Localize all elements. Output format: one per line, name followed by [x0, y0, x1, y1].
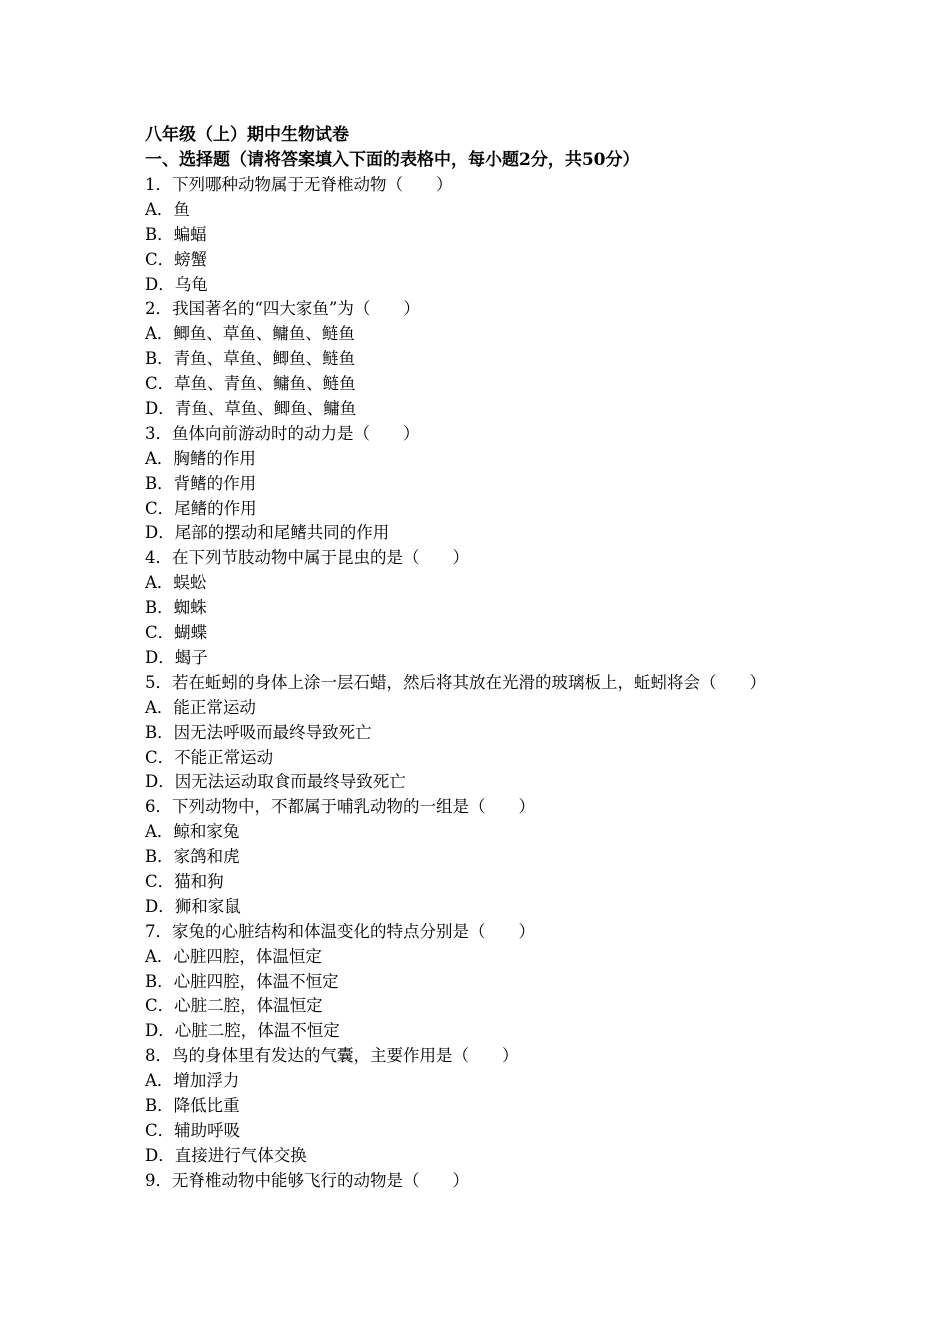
option-c: C．蝴蝶 [145, 623, 208, 643]
option-a: A．鲸和家兔 [145, 822, 240, 842]
option-d: D．蝎子 [145, 647, 208, 667]
option-d: D．心脏二腔，体温不恒定 [145, 1021, 340, 1041]
option-b: B．青鱼、草鱼、鲫鱼、鲢鱼 [145, 349, 356, 369]
question-stem: 1．下列哪种动物属于无脊椎动物（ ） [145, 175, 453, 194]
option-b: B．因无法呼吸而最终导致死亡 [145, 722, 372, 742]
option-b: B．降低比重 [145, 1095, 240, 1115]
question-2 [145, 297, 815, 421]
option-b: B．蝙蝠 [145, 224, 207, 244]
question-stem: 9．无脊椎动物中能够飞行的动物是（ ） [145, 1170, 469, 1190]
option-d: D．直接进行气体交换 [145, 1145, 307, 1165]
section-heading: 一、选择题（请将答案填入下面的表格中，每小题2分，共50分） [145, 150, 640, 170]
question-4 [145, 546, 815, 670]
question-6 [145, 795, 815, 919]
question-stem: 8．鸟的身体里有发达的气囊，主要作用是（ ） [145, 1046, 519, 1066]
option-b: B．心脏四腔，体温不恒定 [145, 971, 339, 991]
exam-title: 八年级（上）期中生物试卷 [145, 125, 349, 145]
option-a: A．心脏四腔，体温恒定 [145, 946, 322, 966]
option-c: C．尾鳍的作用 [145, 498, 257, 518]
question-stem: 3．鱼体向前游动时的动力是（ ） [145, 423, 420, 443]
question-stem: 7．家兔的心脏结构和体温变化的特点分别是（ ） [145, 921, 535, 941]
question-1 [145, 173, 815, 297]
option-d: D．狮和家鼠 [145, 896, 241, 916]
option-b: B．背鳍的作用 [145, 473, 257, 493]
question-3 [145, 422, 815, 546]
question-5 [145, 671, 815, 795]
option-c: C．螃蟹 [145, 249, 208, 269]
option-c: C．草鱼、青鱼、鳙鱼、鲢鱼 [145, 374, 356, 394]
option-a: A．胸鳍的作用 [145, 448, 256, 468]
option-a: A．鲫鱼、草鱼、鳙鱼、鲢鱼 [145, 324, 355, 344]
option-a: A．增加浮力 [145, 1071, 240, 1091]
question-stem: 6．下列动物中，不都属于哺乳动物的一组是（ ） [145, 797, 535, 817]
option-c: C．辅助呼吸 [145, 1120, 241, 1140]
question-stem: 2．我国著名的“四大家鱼”为（ ） [145, 299, 420, 319]
option-c: C．不能正常运动 [145, 747, 274, 767]
question-stem: 5．若在蚯蚓的身体上涂一层石蜡，然后将其放在光滑的玻璃板上，蚯蚓将会（ ） [145, 672, 766, 692]
option-d: D．乌龟 [145, 274, 208, 294]
option-c: C．猫和狗 [145, 871, 224, 891]
question-9 [145, 1169, 815, 1194]
option-c: C．心脏二腔，体温恒定 [145, 996, 323, 1016]
option-d: D．因无法运动取食而最终导致死亡 [145, 772, 406, 792]
option-d: D．尾部的摆动和尾鳍共同的作用 [145, 523, 390, 543]
question-8 [145, 1044, 815, 1168]
exam-content [145, 123, 815, 1194]
question-stem: 4．在下列节肢动物中属于昆虫的是（ ） [145, 548, 469, 568]
option-a: A．能正常运动 [145, 697, 256, 717]
question-7 [145, 920, 815, 1044]
option-d: D．青鱼、草鱼、鲫鱼、鳙鱼 [145, 399, 357, 419]
option-a: A．蜈蚣 [145, 573, 207, 593]
option-b: B．蜘蛛 [145, 598, 207, 618]
option-b: B．家鸽和虎 [145, 847, 240, 867]
option-a: A．鱼 [145, 199, 190, 219]
